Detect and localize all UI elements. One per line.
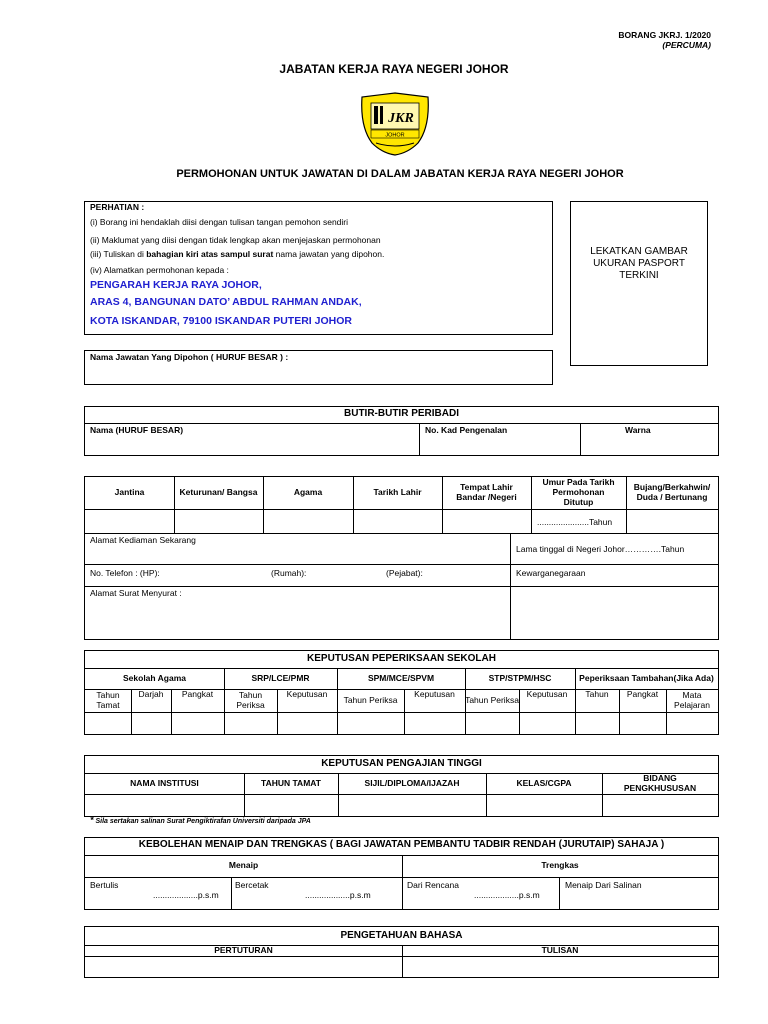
year-header: TAHUN TAMAT (261, 777, 321, 788)
application-title: PERMOHONAN UNTUK JAWATAN DI DALAM JABATAN KERJA RAYA NEGERI JOHOR (176, 168, 624, 180)
dari-rencana-psm: ...................p.s.m (474, 890, 540, 900)
gender-label: Jantina (114, 487, 145, 498)
attention-heading: PERHATIAN : (90, 202, 145, 212)
attention-line-4: (iv) Alamatkan permohonan kepada : (90, 265, 229, 275)
pob-label: Tempat Lahir Bandar /Negeri (456, 482, 517, 502)
higher-heading: KEPUTUSAN PENGAJIAN TINGGI (321, 758, 482, 769)
mata-pelajaran-header: Mata Pelajaran (674, 689, 710, 710)
language-heading: PENGETAHUAN BAHASA (340, 930, 463, 941)
jkr-logo-icon (358, 91, 432, 157)
color-label: Warna (625, 425, 651, 435)
attention-box (84, 201, 553, 335)
bertulis-psm: ...................p.s.m (153, 890, 219, 900)
bercetak-psm: ...................p.s.m (305, 890, 371, 900)
menaip-header: Menaip (228, 860, 259, 871)
mail-address-label: Alamat Surat Menyurat : (90, 588, 182, 598)
attention-line-3c: nama jawatan yang dipohon. (273, 249, 385, 259)
class-header: KELAS/CGPA (516, 777, 572, 788)
name-label: Nama (HURUF BESAR) (90, 425, 184, 435)
form-free-label: (PERCUMA) (662, 40, 711, 50)
typing-table (84, 837, 719, 910)
office-phone-label: (Pejabat): (386, 568, 423, 578)
school-heading: KEPUTUSAN PEPERIKSAAN SEKOLAH (307, 653, 496, 664)
age-fill: ......................Tahun (537, 517, 613, 527)
school-results-table (84, 650, 719, 735)
personal-section-top (84, 406, 719, 456)
cert-header: SIJIL/DIPLOMA/IJAZAH (364, 777, 460, 788)
attention-line-3a: (iii) Tuliskan di (90, 249, 147, 259)
bercetak-label: Bercetak (235, 880, 269, 890)
spm-keputusan-header: Keputusan (414, 689, 455, 700)
pangkat-header: Pangkat (181, 689, 214, 700)
stp-keputusan-header: Keputusan (526, 689, 568, 700)
race-label: Keturunan/ Bangsa (179, 487, 258, 498)
tahun-tamat-header: Tahun Tamat (96, 689, 120, 710)
attention-line-3 (90, 249, 384, 259)
photo-box[interactable] (570, 201, 708, 366)
srp-tahun-header: Tahun Periksa (236, 689, 265, 710)
higher-education-table (84, 755, 719, 817)
address-label: Alamat Kediaman Sekarang (90, 535, 196, 545)
marital-label: Bujang/Berkahwin/ Duda / Bertunang (633, 482, 711, 502)
tambahan-tahun-header: Tahun (585, 689, 609, 700)
tambahan-pangkat-header: Pangkat (626, 689, 659, 700)
phone-label: No. Telefon : (HP): (90, 568, 160, 578)
address-line-2: ARAS 4, BANGUNAN DATO’ ABDUL RAHMAN ANDAK, (90, 296, 362, 308)
citizenship-label: Kewarganegaraan (516, 568, 586, 578)
address-line-3: KOTA ISKANDAR, 79100 ISKANDAR PUTERI JOHOR (90, 315, 352, 327)
svg-text:JOHOR: JOHOR (385, 132, 405, 139)
menaip-salinan-label: Menaip Dari Salinan (565, 880, 642, 890)
dari-rencana-label: Dari Rencana (407, 880, 459, 890)
srp-keputusan-header: Keputusan (286, 689, 328, 700)
field-header: BIDANG PENGKHUSUSAN (623, 772, 697, 793)
bertulis-label: Bertulis (90, 880, 119, 890)
typing-heading: KEBOLEHAN MENAIP DAN TRENGKAS ( BAGI JAWATAN PEMBANTU TADBIR RENDAH (JURUTAIP) SAHAJA ) (138, 839, 665, 850)
form-code-block (618, 30, 711, 50)
svg-text:JKR: JKR (388, 111, 414, 126)
personal-section-bottom (84, 476, 719, 640)
dob-label: Tarikh Lahir (373, 487, 422, 498)
attention-line-3b: bahagian kiri atas sampul surat (146, 249, 274, 259)
tambahan-header: Peperiksaan Tambahan(Jika Ada) (579, 672, 714, 683)
higher-note-text: Sila sertakan salinan Surat Pengiktirafan Universiti daripada JPA (95, 818, 311, 825)
photo-box-label: LEKATKAN GAMBAR UKURAN PASPORT TERKINI (590, 246, 688, 281)
spoken-header: PERTUTURAN (214, 944, 273, 955)
ic-label: No. Kad Pengenalan (425, 425, 508, 435)
darjah-header: Darjah (138, 689, 164, 700)
form-code: BORANG JKRJ. 1/2020 (618, 30, 711, 40)
attention-line-2: (ii) Maklumat yang diisi dengan tidak lengkap akan menjejaskan permohonan (90, 235, 381, 245)
stp-tahun-header: Tahun Periksa (465, 694, 519, 705)
sekolah-agama-header: Sekolah Agama (123, 672, 186, 683)
higher-note: * Sila sertakan salinan Surat Pengiktirafan Universiti daripada JPA (90, 815, 311, 825)
stp-header: STP/STPM/HSC (488, 672, 552, 683)
department-title: JABATAN KERJA RAYA NEGERI JOHOR (279, 62, 509, 76)
position-label: Nama Jawatan Yang Dipohon ( HURUF BESAR ) : (90, 352, 289, 362)
attention-line-1: (i) Borang ini hendaklah diisi dengan tulisan tangan pemohon sendiri (90, 217, 349, 227)
language-table (84, 926, 719, 978)
stay-label: Lama tinggal di Negeri Johor………….Tahun (516, 544, 685, 554)
home-phone-label: (Rumah): (271, 568, 307, 578)
religion-label: Agama (293, 487, 323, 498)
age-label: Umur Pada Tarikh Permohonan Ditutup (542, 477, 615, 507)
trengkas-header: Trengkas (541, 860, 579, 871)
spm-header: SPM/MCE/SPVM (367, 672, 435, 683)
jkr-logo (358, 91, 432, 157)
position-field[interactable] (84, 350, 553, 385)
spm-tahun-header: Tahun Periksa (343, 694, 398, 705)
institution-header: NAMA INSTITUSI (130, 777, 199, 788)
written-header: TULISAN (541, 944, 579, 955)
address-line-1: PENGARAH KERJA RAYA JOHOR, (90, 279, 262, 291)
personal-heading: BUTIR-BUTIR PERIBADI (344, 408, 459, 419)
srp-header: SRP/LCE/PMR (251, 672, 310, 683)
